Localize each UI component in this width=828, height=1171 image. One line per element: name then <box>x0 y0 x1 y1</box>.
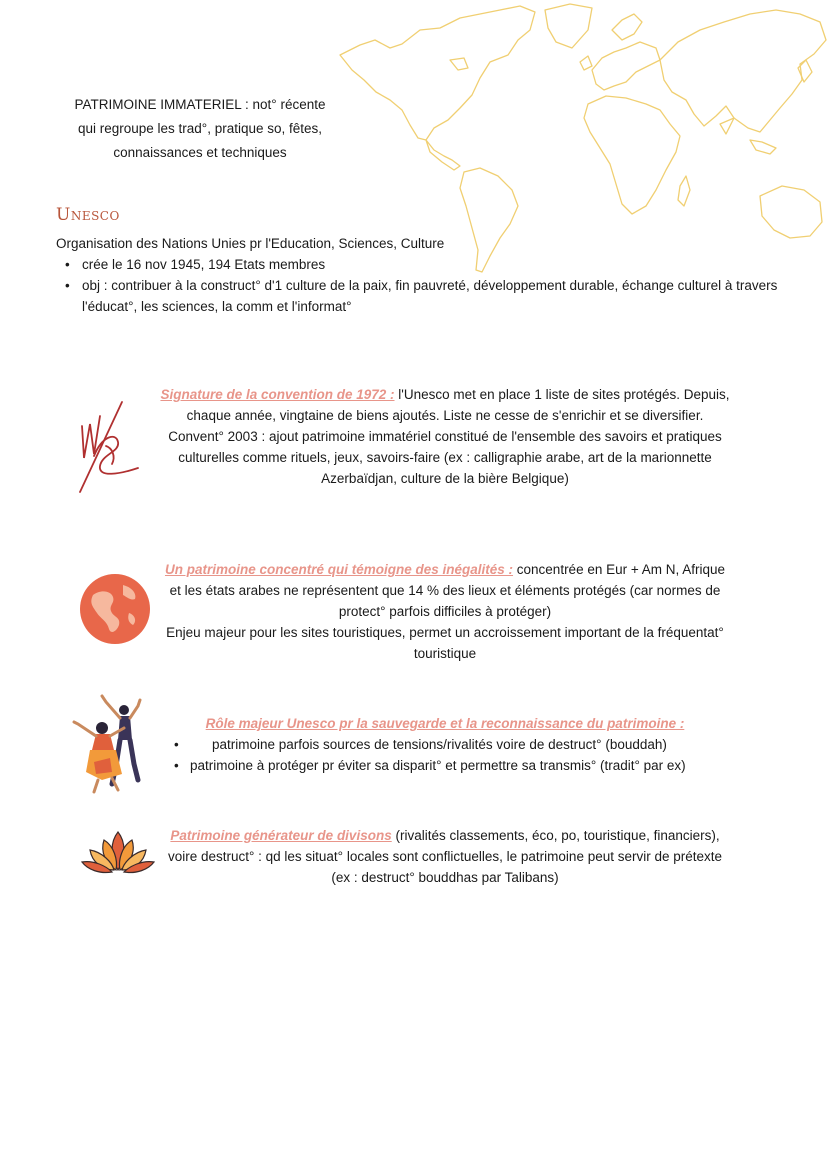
signature-icon <box>72 396 144 496</box>
intro-line: PATRIMOINE IMMATERIEL : not° récente <box>74 97 326 112</box>
section-heading: Patrimoine générateur de divisons <box>170 828 392 843</box>
section-paragraph <box>160 825 730 888</box>
bullet-item: • crée le 16 nov 1945, 194 Etats membres <box>56 254 786 275</box>
bullet-item: • patrimoine parfois sources de tensions/rivalités voire de destruct° (bouddah) <box>160 734 730 755</box>
dancers-icon <box>72 688 150 796</box>
section-text: (rivalités classements, éco, po, touristique, financiers), voire destruct° : qd les situat° locales sont conflictuelles, le patrimoine peut servir de prétexte (ex : destruct° bouddhas par Talibans) <box>167 828 723 885</box>
section-paragraph-2: Convent° 2003 : ajout patrimoine immatériel constitué de l'ensemble des savoirs et pratiques culturelles comme rituels, jeux, savoirs-faire (ex : calligraphie arabe, art de la marionnette Azerbaïdjan, culture de la bière Belgique) <box>168 429 722 486</box>
section-heading: Signature de la convention de 1972 : <box>160 387 395 402</box>
section-text: l'Unesco met en place 1 liste de sites protégés. Depuis, chaque année, vingtaine de biens ajoutés. Liste ne cesse de s'enrichir et se diversifier. <box>186 387 730 423</box>
section-heading: Un patrimoine concentré qui témoigne des inégalités : <box>164 562 514 577</box>
intro-line: connaissances et techniques <box>113 145 287 160</box>
section-bullet-list <box>160 734 730 776</box>
intro-block <box>50 93 350 165</box>
globe-icon <box>79 573 151 645</box>
section-text: concentrée en Eur + Am N, Afrique et les états arabes ne représentent que 14 % des lieux et éléments protégés (car normes de protect° parfois difficiles à protéger) <box>169 562 726 619</box>
section-paragraph-2: Enjeu majeur pour les sites touristiques, permet un accroissement important de la fréquentat° touristique <box>166 625 724 661</box>
section-convention-1972 <box>160 384 730 489</box>
lotus-icon <box>80 828 156 876</box>
section-inegalites <box>160 559 730 664</box>
section-paragraph <box>160 559 730 622</box>
unesco-bullet-list <box>56 254 786 317</box>
bullet-item: • patrimoine à protéger pr éviter sa disparit° et permettre sa transmis° (tradit° par ex) <box>160 755 730 776</box>
section-heading: Rôle majeur Unesco pr la sauvegarde et la reconnaissance du patrimoine : <box>205 716 685 731</box>
section-divisions <box>160 825 730 888</box>
section-role-unesco <box>160 713 730 776</box>
unesco-title: Unesco <box>56 205 120 225</box>
bullet-item: • obj : contribuer à la construct° d'1 culture de la paix, fin pauvreté, développement durable, échange culturel à travers l'éducat°, les sciences, la comm et l'informat° <box>56 275 786 317</box>
unesco-subtitle: Organisation des Nations Unies pr l'Education, Sciences, Culture <box>56 236 445 251</box>
section-paragraph <box>160 384 730 426</box>
intro-line: qui regroupe les trad°, pratique so, fêtes, <box>77 121 323 136</box>
